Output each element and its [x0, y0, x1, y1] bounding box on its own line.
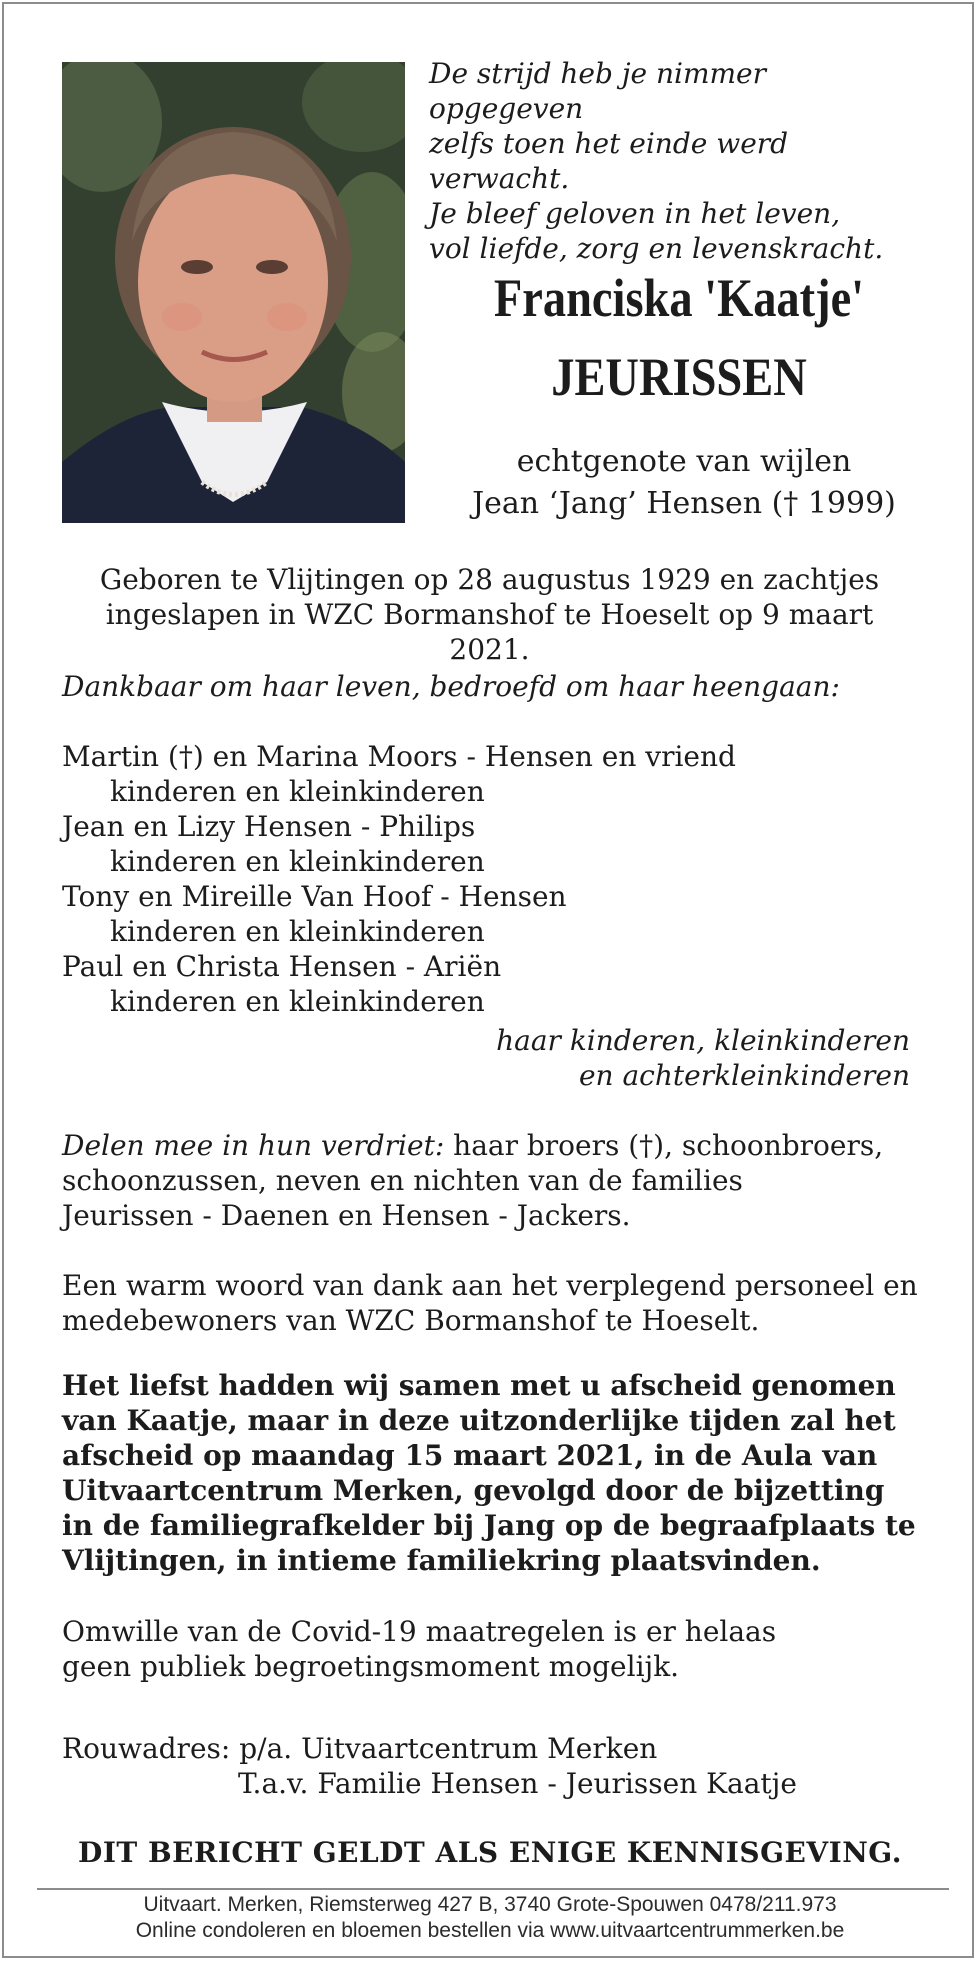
descendants-line: en achterkleinkinderen [578, 1059, 910, 1092]
deceased-last-name: JEURISSEN [551, 347, 807, 407]
farewell-line: Het liefst hadden wij samen met u afscheid genomen [62, 1369, 896, 1402]
thanks-line: medebewoners van WZC Bormanshof te Hoeselt. [62, 1304, 760, 1337]
poem-line: vol liefde, zorg en levenskracht. [429, 232, 884, 265]
footer-divider [37, 1888, 949, 1890]
death-line: ingeslapen in WZC Bormanshof te Hoeselt op 9 maart 2021. [105, 598, 874, 666]
share-label: Delen mee in hun verdriet: [62, 1129, 445, 1162]
share-line [62, 1128, 932, 1163]
notice-banner: DIT BERICHT GELDT ALS ENIGE KENNISGEVING. [78, 1836, 902, 1869]
farewell-paragraph [62, 1368, 932, 1578]
footer-address: Uitvaart. Merken, Riemsterweg 427 B, 3740 Grote-Spouwen 0478/211.973 [143, 1893, 837, 1916]
portrait-photo [62, 62, 405, 523]
thanks-line: Een warm woord van dank aan het verplegend personeel en [62, 1269, 918, 1302]
family-sub: kinderen en kleinkinderen [110, 915, 485, 948]
share-grief [62, 1128, 932, 1233]
descendants-line: haar kinderen, kleinkinderen [496, 1024, 910, 1057]
footer-website: Online condoleren en bloemen bestellen via www.uitvaartcentrummerken.be [135, 1919, 845, 1942]
family-member: Martin (†) en Marina Moors - Hensen en vriend [62, 740, 736, 773]
family-sub: kinderen en kleinkinderen [110, 845, 485, 878]
family-member: Tony en Mireille Van Hoof - Hensen [62, 880, 567, 913]
poem-line: Je bleef geloven in het leven, [429, 197, 841, 230]
birth-line: Geboren te Vlijtingen op 28 augustus 1929 en zachtjes [99, 563, 880, 596]
farewell-line: in de familiegrafkelder bij Jang op de begraafplaats te [62, 1509, 916, 1542]
poem-line: De strijd heb je nimmer opgegeven [429, 57, 767, 125]
covid-line: Omwille van de Covid-19 maatregelen is er helaas [62, 1615, 777, 1648]
family-sub: kinderen en kleinkinderen [110, 775, 485, 808]
grateful-line: Dankbaar om haar leven, bedroefd om haar heengaan: [62, 670, 840, 703]
farewell-line: van Kaatje, maar in deze uitzonderlijke tijden zal het [62, 1404, 896, 1437]
address-recipient: T.a.v. Familie Hensen - Jeurissen Kaatje [238, 1767, 797, 1800]
covid-paragraph [62, 1614, 932, 1684]
poem [429, 56, 929, 266]
address-line: Rouwadres: p/a. Uitvaartcentrum Merken [62, 1732, 658, 1765]
birth-death-info [62, 562, 917, 667]
family-sub: kinderen en kleinkinderen [110, 985, 485, 1018]
farewell-line: afscheid op maandag 15 maart 2021, in de Aula van [62, 1439, 878, 1472]
farewell-line: Uitvaartcentrum Merken, gevolgd door de bijzetting [62, 1474, 885, 1507]
share-line: schoonzussen, neven en nichten van de families [62, 1164, 743, 1197]
family-member: Jean en Lizy Hensen - Philips [62, 810, 476, 843]
family-list [62, 739, 932, 1019]
share-text: haar broers (†), schoonbroers, [444, 1129, 884, 1162]
family-member: Paul en Christa Hensen - Ariën [62, 950, 502, 983]
covid-line: geen publiek begroetingsmoment mogelijk. [62, 1650, 680, 1683]
poem-line: zelfs toen het einde werd verwacht. [429, 127, 789, 195]
share-line: Jeurissen - Daenen en Hensen - Jackers. [62, 1199, 631, 1232]
spouse-name: Jean ‘Jang’ Hensen († 1999) [472, 486, 896, 521]
portrait-illustration [62, 62, 405, 523]
thanks-paragraph [62, 1268, 932, 1338]
spouse-line: echtgenote van wijlen [516, 444, 852, 479]
deceased-first-name: Franciska 'Kaatje' [493, 268, 865, 328]
farewell-line: Vlijtingen, in intieme familiekring plaatsvinden. [62, 1544, 821, 1577]
obituary-card [2, 2, 974, 1958]
